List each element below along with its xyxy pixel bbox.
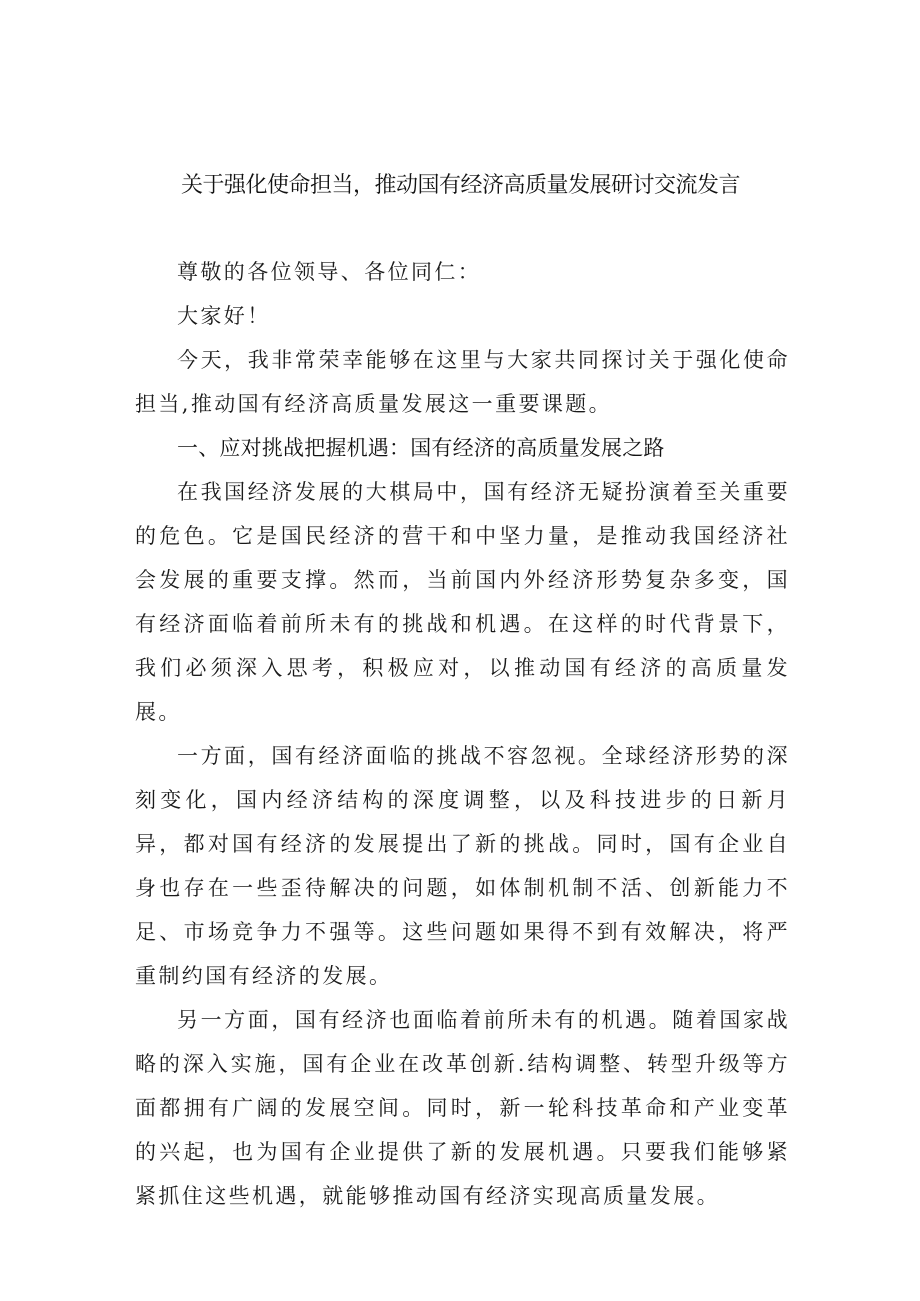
body-paragraph-3: 另一方面，国有经济也面临着前所未有的机遇。随着国家战略的深入实施，国有企业在改革创新.结构调整、转型升级等方面都拥有广阔的发展空间。同时，新一轮科技革命和产业变革的兴起，也为国有企业提供了新的发展机遇。只要我们能够紧紧抓住这些机遇，就能够推动国有经济实现高质量发展。 xyxy=(135,1008,790,1208)
salutation: 尊敬的各位领导、各位同仁： xyxy=(177,260,482,284)
document-body xyxy=(135,250,790,1218)
intro-paragraph: 今天，我非常荣幸能够在这里与大家共同探讨关于强化使命担当,推动国有经济高质量发展这一重要课题。 xyxy=(135,348,790,416)
body-paragraph-2: 一方面，国有经济面临的挑战不容忽视。全球经济形势的深刻变化，国内经济结构的深度调整，以及科技进步的日新月异，都对国有经济的发展提出了新的挑战。同时，国有企业自身也存在一些歪待解决的问题，如体制机制不活、创新能力不足、市场竞争力不强等。这些问题如果得不到有效解决，将严重制约国有经济的发展。 xyxy=(135,744,790,988)
section-heading: 一、应对挑战把握机遇：国有经济的高质量发展之路 xyxy=(177,436,665,460)
greeting: 大家好！ xyxy=(177,304,271,328)
body-paragraph-1: 在我国经济发展的大棋局中，国有经济无疑扮演着至关重要的危色。它是国民经济的营干和中坚力量，是推动我国经济社会发展的重要支撑。然而，当前国内外经济形势复杂多变，国有经济面临着前所未有的挑战和机遇。在这样的时代背景下，我们必须深入思考，积极应对，以推动国有经济的高质量发展。 xyxy=(135,480,790,724)
document-title: 关于强化使命担当，推动国有经济高质量发展研讨交流发言 xyxy=(181,173,741,198)
